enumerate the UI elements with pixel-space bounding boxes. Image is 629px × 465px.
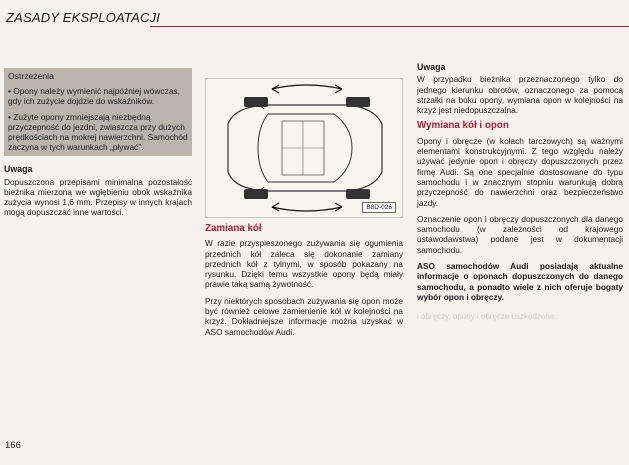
chapter-title: ZASADY EKSPLOATACJI [6, 10, 161, 25]
paragraph: Oznaczenie opon i obręczy dopuszczonych dla danego samochodu (w zależności od krajowego ustawodawstwa) podane jest w dokumentacji samochodu. [417, 213, 623, 255]
bold-paragraph: ASO samochodów Audi posiadają aktualne informacje o oponach dopuszczonych do danego samochodu, a ponadto wiele z nich oferuje bogaty wybór opon i obręczy. [417, 261, 623, 302]
note-text: W przypadku bieżnika przeznaczonego tylko do jednego kierunku obrotów, oznaczonego za pomocą strzałki na boku opony, wymiana opon w kolejności na krzyż jest niedopuszczalna. [417, 74, 623, 116]
middle-column [205, 78, 403, 343]
note-title: Uwaga [4, 164, 33, 175]
warning-box [4, 68, 192, 156]
wheel-rear-right [244, 189, 268, 199]
paragraph: Przy niektórych sposobach zużywania się opon może być również celowe zamienienie kół w kolejności na krzyż. Dokładniejsze informacje można uzyskać w ASO samochodów Audi. [205, 295, 403, 337]
note-title: Uwaga [417, 62, 446, 72]
note-text: Dopuszczona przepisami minimalna pozostałość bieżnika mierzona we wgłębieniu obok wskaźnika zużycia wynosi 1,6 mm. Przepisy w innych krajach mogą dopuszczać inne wartości. [4, 176, 192, 218]
section-heading-tyre-replacement: Wymiana kół i opon [417, 120, 509, 132]
section-heading-wheel-rotation: Zamiana kół [205, 223, 262, 234]
wheel-rotation-figure [205, 78, 403, 218]
warning-item-1: • Opony należy wymienić najpóźniej wówczas, gdy ich zużycie dojdzie do wskaźników. [8, 86, 180, 107]
warning-item-2: • Zużyte opony zmniejszają niezbędną przyczepność do jezdni, zwiaszcza przy dużych prędkościach na mokrej nawierzchni. Samochód zaczyna w tych warunkach „pływać”. [8, 112, 188, 153]
header-rule [150, 26, 629, 27]
bleed-through-text: i obręczy, opony i obręcze uszkodzone. [417, 312, 557, 322]
warning-title: Ostrzeżenia [8, 71, 54, 81]
figure-code: B8D-026 [362, 202, 396, 213]
car-topview-illustration [206, 79, 402, 217]
wheel-rear-left [244, 97, 268, 107]
right-column [417, 62, 623, 323]
paragraph: Opony i obręcze (w kołach tarczowych) są ważnymi elementami konstrukcyjnymi. Z tego względu należy używać jedynie opon i obręczy dopuszczonych przez firmę Audi. Są one specjalnie dostosowane do typu samochodu i w znacznym stopniu warunkują dobrą przyczepność do nawierzchni oraz bezpieczeństwo jazdy. [417, 135, 623, 208]
wheel-front-left [346, 97, 370, 107]
page-number: 166 [5, 440, 21, 451]
left-column [4, 68, 192, 224]
wheel-front-right [346, 189, 370, 199]
paragraph: W razie przyspieszonego zużywania się ogumienia przednich kół zaleca się dokonanie zamiany przednich kół z tylnymi, w sposób pokazany na rysunku. Dzięki temu wszystkie opony będą miały prawie taką samą żywotność. [205, 238, 403, 290]
